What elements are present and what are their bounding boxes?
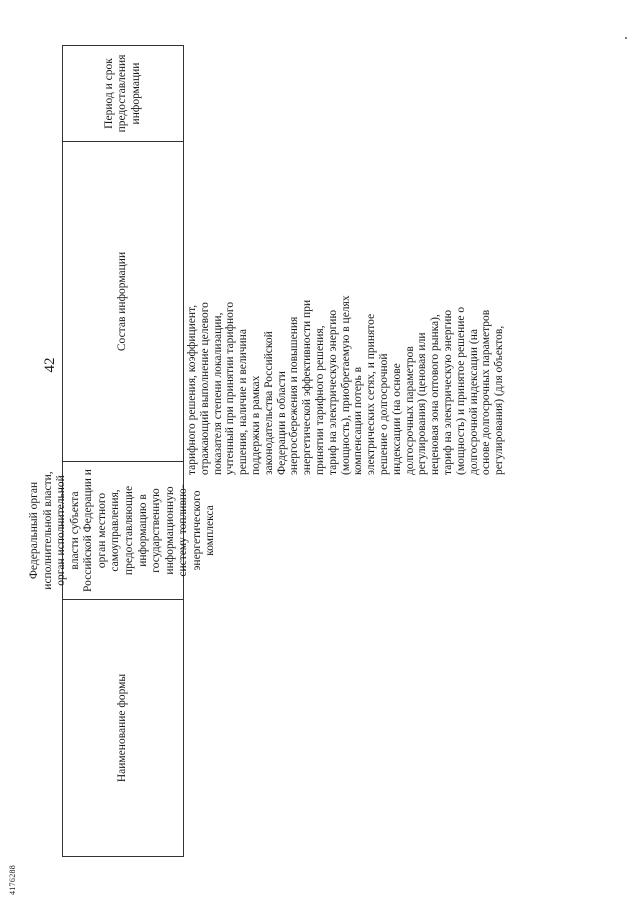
header-period: Период и срок предоставления информации (63, 45, 183, 141)
header-authority: Федеральный орган исполнительной власти, орган исполнительной власти субъекта Российской Федерации и орган местного самоуправления, предоставляющие информацию в государственную информационную систему топливно-энергетического комплекса (63, 461, 183, 599)
page-number: 42 (42, 357, 58, 373)
document-id: 4176288 (8, 864, 17, 895)
header-form-name: Наименование формы (63, 599, 183, 857)
info-composition-text: тарифного решения, коэффициент, отражающий выполнение целевого показателя степени локализации, учтенный при принятии тарифного решения, наличие и величина поддержки в рамках законодательства Российской Федерации в области энергосбережения и повышения энергетической эффективности при принятии тарифного решения, тариф на электрическую энергию (мощность), приобретаемую в целях компенсации потерь в электрических сетях, и принятое решение о долгосрочной индексации (на основе долгосрочных параметров регулирования) (ценовая или неценовая зона оптового рынка), тариф на электрическую энергию (мощность) и принятое решение о долгосрочной индексации (на основе долгосрочных параметров регулирования) (для объектов, (186, 295, 506, 475)
header-info-composition: Состав информации (63, 141, 183, 461)
